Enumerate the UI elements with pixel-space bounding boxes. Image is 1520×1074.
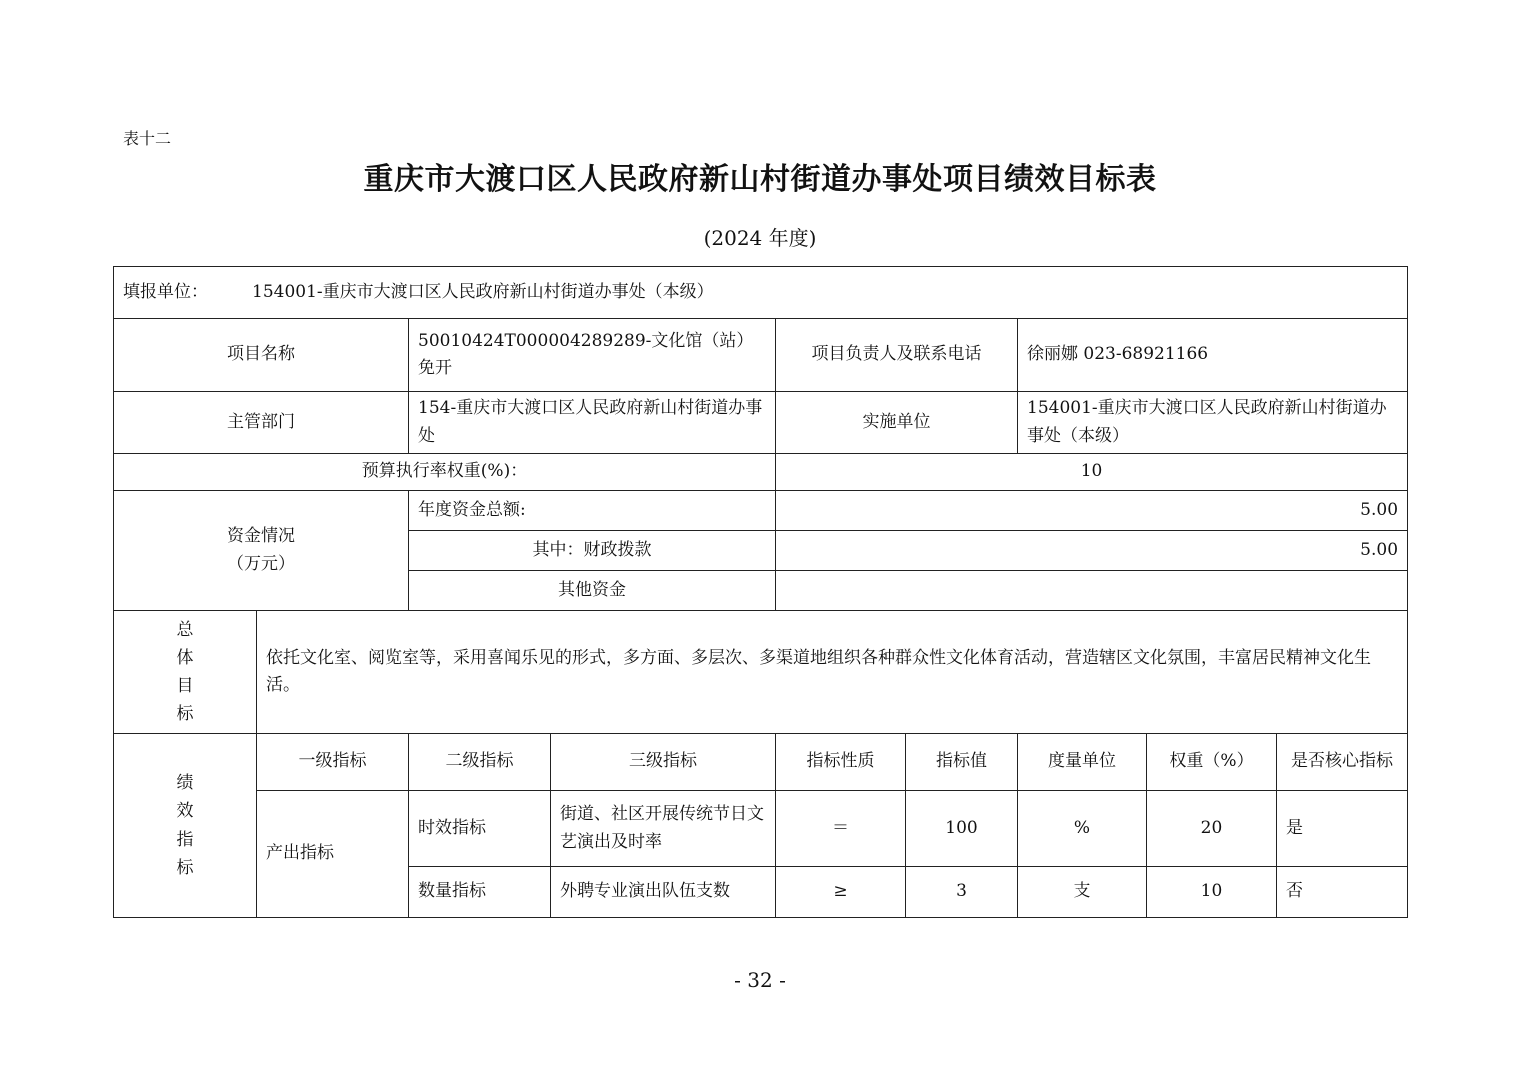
indicator-header-row bbox=[114, 734, 1408, 791]
annual-total-label: 年度资金总额: bbox=[409, 491, 776, 531]
document-year: (2024 年度) bbox=[703, 226, 817, 250]
indicator-char: 标 bbox=[176, 857, 194, 878]
fiscal-label: 其中：财政拨款 bbox=[409, 531, 776, 571]
overall-goal-text: 依托文化室、阅览室等，采用喜闻乐见的形式，多方面、多层次、多渠道地组织各种群众性文化体育活动，营造辖区文化氛围，丰富居民精神文化生活。 bbox=[257, 611, 1408, 734]
value-cell: 3 bbox=[906, 867, 1018, 918]
document-title: 重庆市大渡口区人民政府新山村街道办事处项目绩效目标表 bbox=[363, 162, 1157, 197]
project-name-value: 50010424T000004289289-文化馆（站）免开 bbox=[409, 319, 776, 392]
page-number: - 32 - bbox=[734, 968, 786, 992]
department-label: 主管部门 bbox=[114, 392, 409, 454]
indicator-label bbox=[114, 734, 257, 918]
unit-cell: 支 bbox=[1018, 867, 1147, 918]
performance-table bbox=[113, 266, 1408, 918]
annual-total-value: 5.00 bbox=[776, 491, 1408, 531]
overall-goal-char: 总 bbox=[176, 619, 194, 640]
department-value: 154-重庆市大渡口区人民政府新山村街道办事处 bbox=[409, 392, 776, 454]
level3-cell: 外聘专业演出队伍支数 bbox=[551, 867, 776, 918]
header-weight: 权重（%） bbox=[1147, 734, 1277, 791]
overall-goal-char: 体 bbox=[176, 647, 194, 668]
implementing-unit-label: 实施单位 bbox=[776, 392, 1018, 454]
overall-goal-row bbox=[114, 611, 1408, 734]
project-lead-label: 项目负责人及联系电话 bbox=[776, 319, 1018, 392]
funds-label-line1: 资金情况 bbox=[227, 526, 295, 547]
other-funds-value bbox=[776, 571, 1408, 611]
header-nature: 指标性质 bbox=[776, 734, 906, 791]
nature-cell: ＝ bbox=[776, 791, 906, 867]
reporting-unit-row bbox=[114, 267, 1408, 319]
header-level2: 二级指标 bbox=[409, 734, 551, 791]
header-unit: 度量单位 bbox=[1018, 734, 1147, 791]
header-level3: 三级指标 bbox=[551, 734, 776, 791]
level2-cell: 数量指标 bbox=[409, 867, 551, 918]
project-name-row bbox=[114, 319, 1408, 392]
indicator-char: 绩 bbox=[176, 773, 194, 794]
fiscal-value: 5.00 bbox=[776, 531, 1408, 571]
funds-label-line2: （万元） bbox=[227, 553, 295, 574]
table-label: 表十二 bbox=[123, 129, 172, 148]
reporting-unit-label: 填报单位： bbox=[123, 281, 208, 302]
reporting-unit-cell bbox=[114, 267, 1408, 319]
weight-cell: 10 bbox=[1147, 867, 1277, 918]
implementing-unit-value: 154001-重庆市大渡口区人民政府新山村街道办事处（本级） bbox=[1018, 392, 1408, 454]
overall-goal-char: 目 bbox=[176, 676, 194, 696]
header-value: 指标值 bbox=[906, 734, 1018, 791]
budget-weight-label: 预算执行率权重(%)： bbox=[114, 454, 776, 491]
level1-cell: 产出指标 bbox=[257, 791, 409, 918]
header-core: 是否核心指标 bbox=[1277, 734, 1408, 791]
overall-goal-char: 标 bbox=[176, 704, 194, 725]
project-lead-value: 徐丽娜 023-68921166 bbox=[1018, 319, 1408, 392]
level2-cell: 时效指标 bbox=[409, 791, 551, 867]
value-cell: 100 bbox=[906, 791, 1018, 867]
indicator-char: 指 bbox=[176, 829, 194, 850]
other-funds-label: 其他资金 bbox=[409, 571, 776, 611]
nature-cell: ≥ bbox=[776, 867, 906, 918]
core-cell: 是 bbox=[1277, 791, 1408, 867]
header-level1: 一级指标 bbox=[257, 734, 409, 791]
indicator-row bbox=[114, 791, 1408, 867]
core-cell: 否 bbox=[1277, 867, 1408, 918]
unit-cell: % bbox=[1018, 791, 1147, 867]
budget-weight-row bbox=[114, 454, 1408, 491]
reporting-unit-value: 154001-重庆市大渡口区人民政府新山村街道办事处（本级） bbox=[252, 281, 714, 302]
overall-goal-label bbox=[114, 611, 257, 734]
department-row bbox=[114, 392, 1408, 454]
level3-cell: 街道、社区开展传统节日文艺演出及时率 bbox=[551, 791, 776, 867]
weight-cell: 20 bbox=[1147, 791, 1277, 867]
budget-weight-value: 10 bbox=[776, 454, 1408, 491]
funds-label bbox=[114, 491, 409, 611]
indicator-char: 效 bbox=[176, 801, 194, 822]
annual-total-row bbox=[114, 491, 1408, 531]
project-name-label: 项目名称 bbox=[114, 319, 409, 392]
